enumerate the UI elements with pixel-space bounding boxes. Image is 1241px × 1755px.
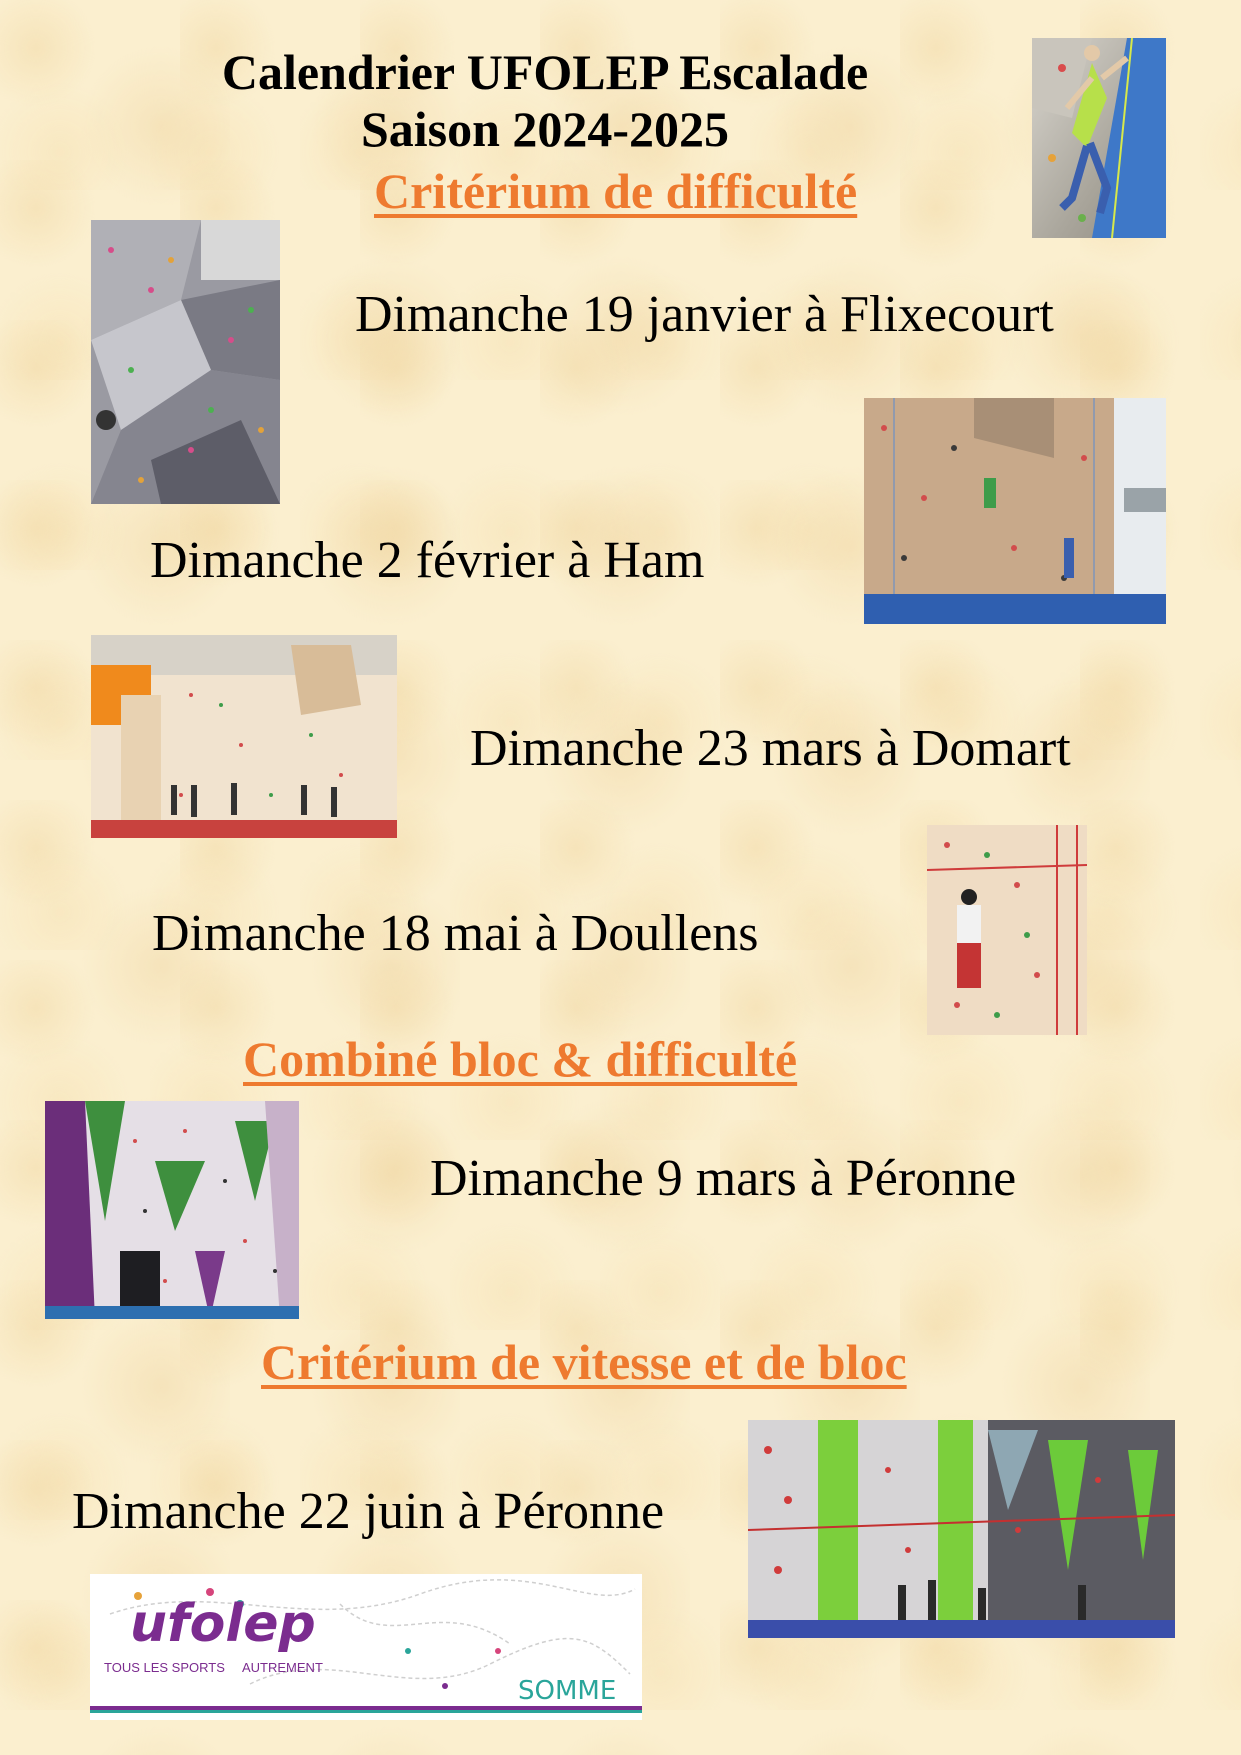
logo-tagline-left: TOUS LES SPORTS <box>104 1660 225 1675</box>
event-peronne-mars: Dimanche 9 mars à Péronne <box>430 1150 1017 1207</box>
climbing-wall-photo-peronne-combine <box>45 1101 299 1319</box>
climbing-wall-photo-domart <box>91 635 397 838</box>
page-title-line1: Calendrier UFOLEP Escalade <box>221 44 869 100</box>
climbing-wall-photo-peronne-vitesse <box>748 1420 1175 1638</box>
event-peronne-juin: Dimanche 22 juin à Péronne <box>72 1483 665 1540</box>
page-title-line2: Saison 2024-2025 <box>360 101 730 157</box>
section-heading-vitesse-bloc: Critérium de vitesse et de bloc <box>261 1334 907 1390</box>
ufolep-somme-logo <box>90 1574 642 1720</box>
event-doullens: Dimanche 18 mai à Doullens <box>152 905 759 962</box>
section-heading-combine: Combiné bloc & difficulté <box>243 1031 798 1087</box>
climbing-wall-photo-ham <box>864 398 1166 624</box>
logo-region-text: SOMME <box>518 1676 617 1706</box>
logo-brand-text: ufolep <box>130 1594 316 1654</box>
event-ham: Dimanche 2 février à Ham <box>150 532 705 589</box>
event-flixecourt: Dimanche 19 janvier à Flixecourt <box>355 286 1054 343</box>
logo-tagline-right: AUTREMENT <box>242 1660 323 1675</box>
climbing-wall-photo-doullens <box>927 825 1087 1035</box>
event-domart: Dimanche 23 mars à Domart <box>470 720 1071 777</box>
climbing-wall-photo-flixecourt <box>91 220 280 504</box>
climber-illustration <box>1032 38 1166 238</box>
section-heading-difficulte: Critérium de difficulté <box>374 163 858 219</box>
